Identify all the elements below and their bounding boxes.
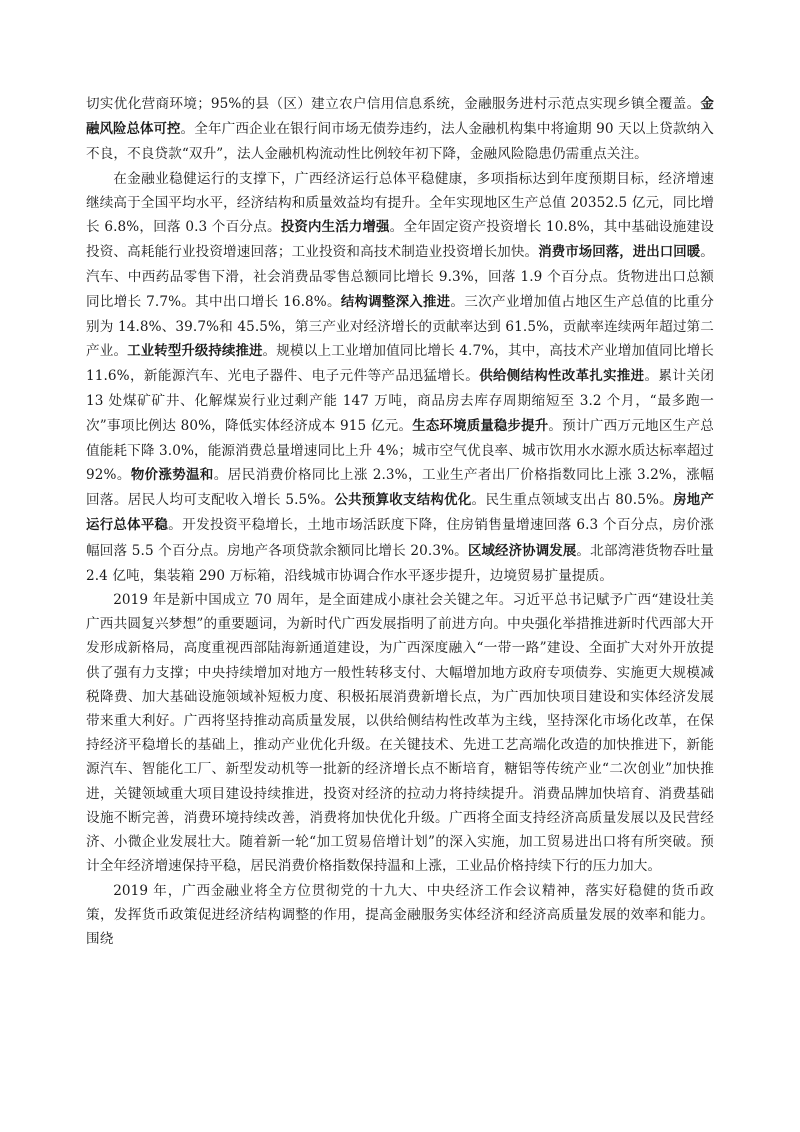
bold-heading-phrase: 物价涨势温和 [130,468,214,484]
text-run: 。全年广西企业在银行间市场无债券违约，法人金融机构集中将逾期 90 天以上贷款纳入不良，不良贷款“双升”，法人金融机构流动性比例较年初下降，金融风险隐患仍需重点关注。 [86,121,714,163]
bold-heading-phrase: 公共预算收支结构优化 [334,493,472,509]
paragraph [86,167,714,588]
bold-heading-phrase: 结构调整深入推进 [340,294,451,310]
text-run: 。汽车、中西药品零售下滑，社会消费品零售总额同比增长 9.3%，回落 1.9 个百分点。货物进出口总额同比增长 7.7%。其中出口增长 16.8%。 [86,244,714,310]
paragraph [86,92,714,167]
paragraph [86,588,714,878]
text-run: 2019 年，广西金融业将全方位贯彻党的十九大、中央经济工作会议精神，落实好稳健的货币政策，发挥货币政策促进经济结构调整的作用，提高金融服务实体经济和经济高质量发展的效率和能力。围绕 [86,882,714,947]
bold-heading-phrase: 房地产运行总体平稳 [86,493,714,534]
bold-heading-phrase: 消费市场回落，进出口回暖 [538,245,701,261]
body-text [86,92,714,951]
bold-heading-phrase: 供给侧结构性改革扎实推进 [479,369,645,385]
bold-heading-phrase: 工业转型升级持续推进 [127,344,263,360]
text-run: 切实优化营商环境；95%的县（区）建立农户信用信息系统，金融服务进村示范点实现乡镇全覆盖。 [86,96,701,112]
text-run: 。民生重点领域支出占 80.5%。 [471,492,674,509]
text-run: 。全年固定资产投资增长 10.8%，其中基础设施建设投资、高耗能行业投资增速回落；工业投资和高技术制造业投资增长加快。 [86,219,714,261]
text-run: 。累计关闭 13 处煤矿矿井、化解煤炭行业过剩产能 147 万吨，商品房去库存周期缩短至 3.2 个月，“最多跑一次”事项比例达 80%，降低实体经济成本 915 亿元。 [86,368,715,434]
text-run: 。预计广西万元地区生产总值能耗下降 3.0%，能源消费总量增速同比上升 4%；城市空气优良率、城市饮用水水源水质达标率超过 92%。 [86,417,715,484]
text-run: 。三次产业增加值占地区生产总值的比重分别为 14.8%、39.7%和 45.5%，第三产业对经济增长的贡献率达到 61.5%，贡献率连续两年超过第二产业。 [86,293,714,360]
text-run: 。居民消费价格同比上涨 2.3%，工业生产者出厂价格指数同比上涨 3.2%，涨幅回落。居民人均可支配收入增长 5.5%。 [86,467,714,509]
text-run: 。北部湾港货物吞吐量 2.4 亿吨，集装箱 290 万标箱，沿线城市协调合作水平逐步提升，边境贸易扩量提质。 [86,542,714,584]
text-run: 在金融业稳健运行的支撑下，广西经济运行总体平稳健康，多项指标达到年度预期目标，经济增速继续高于全国平均水平，经济结构和质量效益均有提升。全年实现地区生产总值 20352.5 亿元，同比增长 6.8%，回落 0.3 个百分点。 [86,170,714,236]
text-run: 。开发投资平稳增长，土地市场活跃度下降，住房销售量增速回落 6.3 个百分点，房价涨幅回落 5.5 个百分点。房地产各项贷款余额同比增长 20.3%。 [86,517,714,559]
text-run: 。规模以上工业增加值同比增长 4.7%，其中，高技术产业增加值同比增长 11.6%，新能源汽车、光电子器件、电子元件等产品迅猛增长。 [86,343,715,385]
paragraph [86,879,714,952]
bold-heading-phrase: 投资内生活力增强 [280,220,390,236]
bold-heading-phrase: 生态环境质量稳步提升 [412,418,549,434]
bold-heading-phrase: 区域经济协调发展 [467,543,577,559]
bold-heading-phrase: 金融风险总体可控 [86,97,714,138]
text-run: 2019 年是新中国成立 70 周年，是全面建成小康社会关键之年。习近平总书记赋予广西“建设壮美广西共圆复兴梦想”的重要题词，为新时代广西发展指明了前进方向。中央强化举措推进新时代西部大开发形成新格局，高度重视西部陆海新通道建设，为广西深度融入“一带一路”建设、全面扩大对外开放提供了强有力支撑；中央持续增加对地方一般性转移支付、大幅增加地方政府专项债券、实施更大规模减税降费、加大基础设施领域补短板力度、积极拓展消费新增长点，为广西加快项目建设和实体经济发展带来重大利好。广西将坚持推动高质量发展，以供给侧结构性改革为主线，坚持深化市场化改革，在保持经济平稳增长的基础上，推动产业优化升级。在关键技术、先进工艺高端化改造的加快推进下，新能源汽车、智能化工厂、新型发动机等一批新的经济增长点不断培育，糖铝等传统产业“二次创业”加快推进，关键领域重大项目建设持续推进，投资对经济的拉动力将持续提升。消费品牌加快培育、消费基础设施不断完善，消费环境持续改善，消费将加快优化升级。广西将全面支持经济高质量发展以及民营经济、小微企业发展壮大。随着新一轮“加工贸易倍增计划”的深入实施，加工贸易进出口将有所突破。预计全年经济增速保持平稳，居民消费价格指数保持温和上涨，工业品价格持续下行的压力加大。 [86,592,714,875]
